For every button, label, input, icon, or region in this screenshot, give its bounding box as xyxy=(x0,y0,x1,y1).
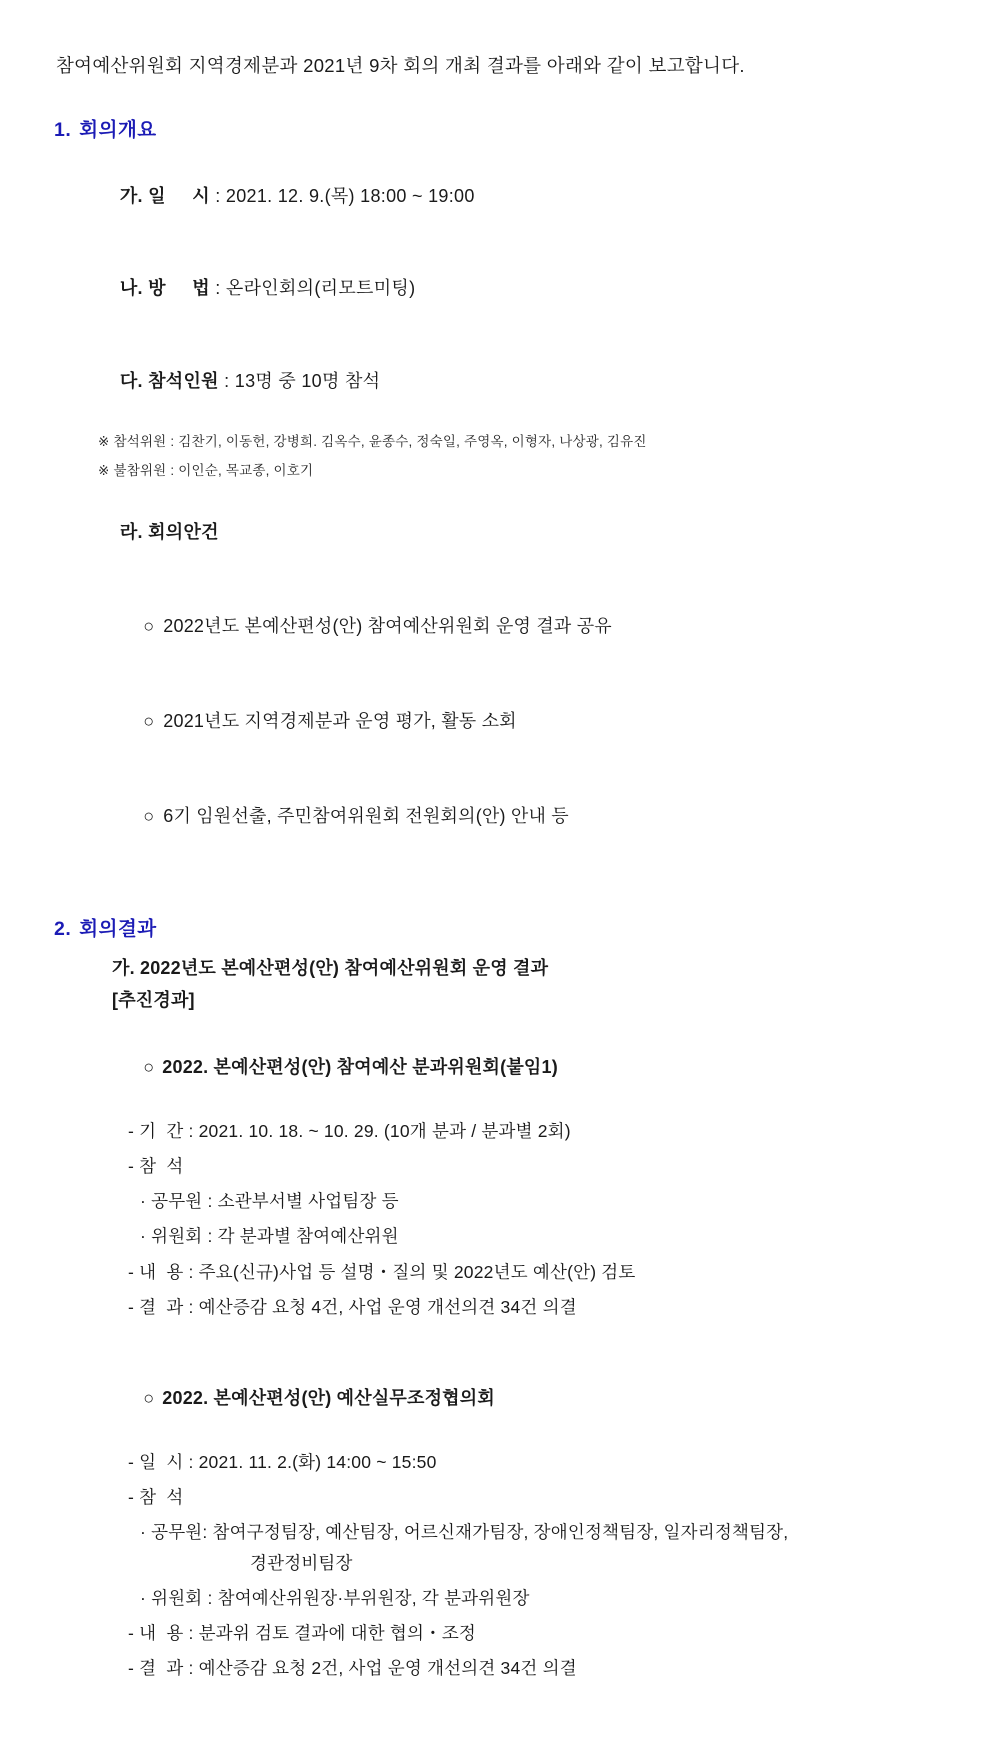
result-group-2-line-2: - 참 석 xyxy=(128,1486,184,1507)
overview-item-attendance-label: 다. 참석인원 xyxy=(119,371,219,392)
note-absentees: ※ 불참위원 : 이인순, 목교종, 이호기 xyxy=(98,462,314,478)
result-group-1-line-5: - 내 용 : 주요(신규)사업 등 설명・질의 및 2022년도 예산(안) 검토 xyxy=(128,1261,636,1282)
result-group-2-heading-text: 2022. 본예산편성(안) 예산실무조정협의회 xyxy=(162,1387,495,1408)
result-group-1-heading-text: 2022. 본예산편성(안) 참여예산 분과위원회(붙임1) xyxy=(162,1057,558,1078)
agenda-item-1-text: 2022년도 본예산편성(안) 참여예산위원회 운영 결과 공유 xyxy=(163,616,612,637)
overview-item-method-label: 나. 방 법 xyxy=(119,278,210,299)
result-group-1-line-4: · 위원회 : 각 분과별 참여예산위원 xyxy=(140,1226,399,1247)
circle-mark-icon: ○ xyxy=(143,616,155,637)
circle-mark-icon: ○ xyxy=(143,1387,155,1408)
agenda-label-text: 라. 회의안건 xyxy=(119,521,219,542)
section1-number: 1. xyxy=(54,118,72,141)
group-spacer xyxy=(54,1321,938,1345)
section-meeting-overview xyxy=(54,115,938,859)
overview-item-attendance xyxy=(88,340,938,424)
result-group-2-line-7: - 결 과 : 예산증감 요청 2건, 사업 운영 개선의견 34건 의결 xyxy=(128,1658,577,1679)
result-group-2-line-5: · 위원회 : 참여예산위원장·부위원장, 각 분과위원장 xyxy=(140,1588,530,1609)
overview-item-attendance-value: : 13명 중 10명 참석 xyxy=(224,371,381,392)
overview-item-datetime-value: : 2021. 12. 9.(목) 18:00 ~ 19:00 xyxy=(215,185,475,206)
agenda-item-2-text: 2021년도 지역경제분과 운영 평가, 활동 소회 xyxy=(163,710,517,731)
agenda-item-1 xyxy=(112,585,938,669)
section2-number: 2. xyxy=(54,918,72,941)
section-meeting-results xyxy=(54,914,938,1682)
overview-item-datetime xyxy=(88,155,938,239)
result-group-1-line-1: - 기 간 : 2021. 10. 18. ~ 10. 29. (10개 분과 / 분과별 2회) xyxy=(128,1121,571,1142)
overview-item-method-value: : 온라인회의(리모트미팅) xyxy=(215,278,416,299)
result-group-1-heading xyxy=(112,1026,938,1110)
section2-title: 회의결과 xyxy=(79,918,157,941)
agenda-item-2 xyxy=(112,680,938,764)
section2-heading xyxy=(54,914,938,944)
result-group-2-heading xyxy=(112,1357,938,1441)
result-group-1-line-3: · 공무원 : 소관부서별 사업팀장 등 xyxy=(140,1191,399,1212)
circle-mark-icon: ○ xyxy=(143,1057,155,1078)
overview-item-datetime-label: 가. 일 시 xyxy=(119,185,210,206)
result-group-1-line-2: - 참 석 xyxy=(128,1156,184,1177)
overview-item-agenda-label xyxy=(88,491,938,575)
result-group-2-line-6: - 내 용 : 분과위 검토 결과에 대한 협의・조정 xyxy=(128,1623,477,1644)
result-group-2-line-4: 경관정비팀장 xyxy=(250,1552,353,1573)
overview-item-method xyxy=(88,248,938,332)
circle-mark-icon: ○ xyxy=(143,805,155,826)
section1-heading xyxy=(54,115,938,145)
note-attendees: ※ 참석위원 : 김찬기, 이동헌, 강병희. 김옥수, 윤종수, 정숙일, 주영옥, 이형자, 나상광, 김유진 xyxy=(98,433,647,449)
result-group-1-line-6: - 결 과 : 예산증감 요청 4건, 사업 운영 개선의견 34건 의결 xyxy=(128,1296,577,1317)
agenda-item-3-text: 6기 임원선출, 주민참여위원회 전원회의(안) 안내 등 xyxy=(163,805,569,826)
section1-title: 회의개요 xyxy=(79,118,157,141)
agenda-item-3 xyxy=(112,775,938,859)
results-subtitle: 가. 2022년도 본예산편성(안) 참여예산위원회 운영 결과 xyxy=(112,957,549,978)
intro-paragraph: 참여예산위원회 지역경제분과 2021년 9차 회의 개최 결과를 아래와 같이 보고합니다. xyxy=(56,55,745,76)
section-spacer xyxy=(54,884,938,914)
results-progress-label: [추진경과] xyxy=(112,989,195,1010)
result-group-2-line-3: · 공무원: 참여구정팀장, 예산팀장, 어르신재가팀장, 장애인정책팀장, 일자리정책팀장, xyxy=(140,1521,789,1542)
circle-mark-icon: ○ xyxy=(143,710,155,731)
result-group-2-line-1: - 일 시 : 2021. 11. 2.(화) 14:00 ~ 15:50 xyxy=(128,1451,437,1472)
